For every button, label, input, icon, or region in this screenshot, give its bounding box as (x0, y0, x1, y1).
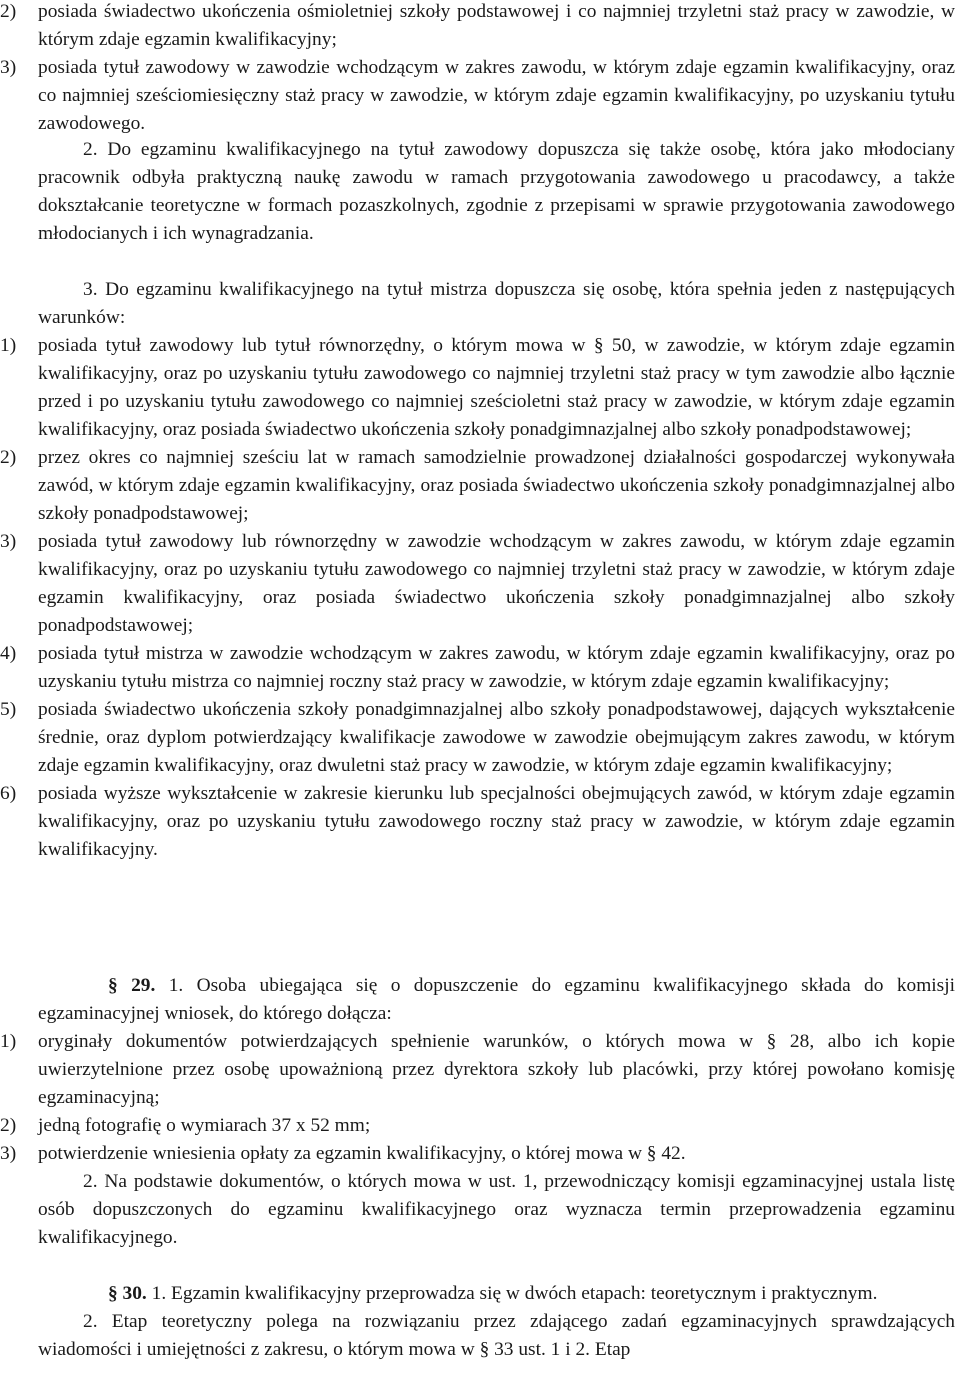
item-text: jedną fotografię o wymiarach 37 x 52 mm; (38, 1115, 371, 1136)
list-item (0, 332, 955, 444)
paragraph-text: 3. Do egzaminu kwalifikacyjnego na tytuł mistrza dopuszcza się osobę, która spełnia jeden z następujących warunków: (38, 279, 955, 328)
item-text: posiada świadectwo ukończenia ośmioletniej szkoły podstawowej i co najmniej trzyletni staż pracy w zawodzie, w którym zdaje egzamin kwalifikacyjny; (38, 1, 955, 50)
item-number: 3) (0, 57, 17, 78)
item-number: 3) (0, 1143, 17, 1164)
paragraph-text: 2. Do egzaminu kwalifikacyjnego na tytuł zawodowy dopuszcza się także osobę, która jako młodociany pracownik odbyła praktyczną naukę zawodu w ramach przygotowania zawodowego u pracodawcy, a także dokształcanie teoretyczne w formach pozaszkolnych, zgodnie z przepisami w sprawie przygotowania zawodowego młodocianych i ich wynagradzania. (38, 139, 955, 244)
section-mark: § 30. (108, 1283, 147, 1304)
paragraph-3 (0, 276, 955, 332)
item-text: potwierdzenie wniesienia opłaty za egzamin kwalifikacyjny, o której mowa w § 42. (38, 1143, 686, 1164)
section-30 (0, 1280, 955, 1364)
item-text: posiada świadectwo ukończenia szkoły ponadgimnazjalnej albo szkoły ponadpodstawowej, dających wykształcenie średnie, oraz dyplom potwierdzający kwalifikacje zawodowe w zawodzie obejmującym zakres zawodu, w którym zdaje egzamin kwalifikacyjny, oraz dwuletni staż pracy w zawodzie, w którym zdaje egzamin kwalifikacyjny; (38, 699, 955, 776)
item-number: 2) (0, 1, 17, 22)
section-29-intro (0, 972, 955, 1028)
item-number: 6) (0, 783, 17, 804)
list-item (0, 1028, 955, 1112)
item-text: posiada wyższe wykształcenie w zakresie kierunku lub specjalności obejmujących zawód, w którym zdaje egzamin kwalifikacyjny, oraz po uzyskaniu tytułu zawodowego roczny staż pracy w zawodzie, w którym zdaje egzamin kwalifikacyjny. (38, 783, 955, 860)
item-text: posiada tytuł zawodowy w zawodzie wchodzącym w zakres zawodu, w którym zdaje egzamin kwalifikacyjny, oraz co najmniej sześciomiesięczny staż pracy w zawodzie, w którym zdaje egzamin kwalifikacyjny, po uzyskaniu tytułu zawodowego. (38, 57, 955, 134)
item-number: 2) (0, 447, 17, 468)
paragraph-text: 2. Etap teoretyczny polega na rozwiązaniu przez zdającego zadań egzaminacyjnych sprawdzających wiadomości i umiejętności z zakresu, o którym mowa w § 33 ust. 1 i 2. Etap (38, 1311, 955, 1360)
item-text: posiada tytuł zawodowy lub tytuł równorzędny, o którym mowa w § 50, w zawodzie, w którym zdaje egzamin kwalifikacyjny, oraz po uzyskaniu tytułu zawodowego co najmniej trzyletni staż pracy w tym zawodzie albo łącznie przed i po uzyskaniu tytułu zawodowego co najmniej sześcioletni staż pracy w zawodzie, w którym zdaje egzamin kwalifikacyjny, oraz posiada świadectwo ukończenia szkoły ponadgimnazjalnej albo szkoły ponadpodstawowej; (38, 335, 955, 440)
item-text: oryginały dokumentów potwierdzających spełnienie warunków, o których mowa w § 28, albo ich kopie uwierzytelnione przez osobę upoważnioną przez dyrektora szkoły lub placówki, przy której powołano komisję egzaminacyjną; (38, 1031, 955, 1108)
paragraph-2 (0, 136, 955, 248)
list-item (0, 640, 955, 696)
item-number: 4) (0, 643, 17, 664)
list-item (0, 444, 955, 528)
paragraph-text: 2. Na podstawie dokumentów, o których mowa w ust. 1, przewodniczący komisji egzaminacyjnej ustala listę osób dopuszczonych do egzaminu kwalifikacyjnego oraz wyznacza termin przeprowadzenia egzaminu kwalifikacyjnego. (38, 1171, 955, 1248)
item-text: przez okres co najmniej sześciu lat w ramach samodzielnie prowadzonej działalności gospodarczej wykonywała zawód, w którym zdaje egzamin kwalifikacyjny, oraz posiada świadectwo ukończenia szkoły ponadgimnazjalnej albo szkoły ponadpodstawowej; (38, 447, 955, 524)
section-intro-text: 1. Osoba ubiegająca się o dopuszczenie do egzaminu kwalifikacyjnego składa do komisji egzaminacyjnej wniosek, do którego dołącza: (38, 975, 956, 1024)
item-text: posiada tytuł mistrza w zawodzie wchodzącym w zakres zawodu, w którym zdaje egzamin kwalifikacyjny, oraz po uzyskaniu tytułu mistrza co najmniej roczny staż pracy w zawodzie, w którym zdaje egzamin kwalifikacyjny; (38, 643, 955, 692)
list-item (0, 780, 955, 864)
conditions-list (0, 332, 955, 864)
list-item (0, 1140, 955, 1168)
section-mark: § 29. (108, 975, 156, 996)
section-30-intro (0, 1280, 955, 1308)
list-item (0, 528, 955, 640)
list-item (0, 1112, 955, 1140)
item-number: 3) (0, 531, 17, 552)
item-number: 5) (0, 699, 17, 720)
item-text: posiada tytuł zawodowy lub równorzędny w zawodzie wchodzącym w zakres zawodu, w którym zdaje egzamin kwalifikacyjny, oraz po uzyskaniu tytułu zawodowego co najmniej trzyletni staż pracy w zawodzie, w którym zdaje egzamin kwalifikacyjny, oraz posiada świadectwo ukończenia szkoły ponadgimnazjalnej albo szkoły ponadpodstawowej; (38, 531, 955, 636)
list-continuation (0, 0, 955, 138)
item-number: 1) (0, 335, 17, 356)
section-29 (0, 972, 955, 1252)
list-item (0, 0, 955, 54)
list-item (0, 54, 955, 138)
item-number: 1) (0, 1031, 17, 1052)
item-number: 2) (0, 1115, 17, 1136)
section-intro-text: 1. Egzamin kwalifikacyjny przeprowadza się w dwóch etapach: teoretycznym i praktycznym. (151, 1283, 878, 1304)
list-item (0, 696, 955, 780)
